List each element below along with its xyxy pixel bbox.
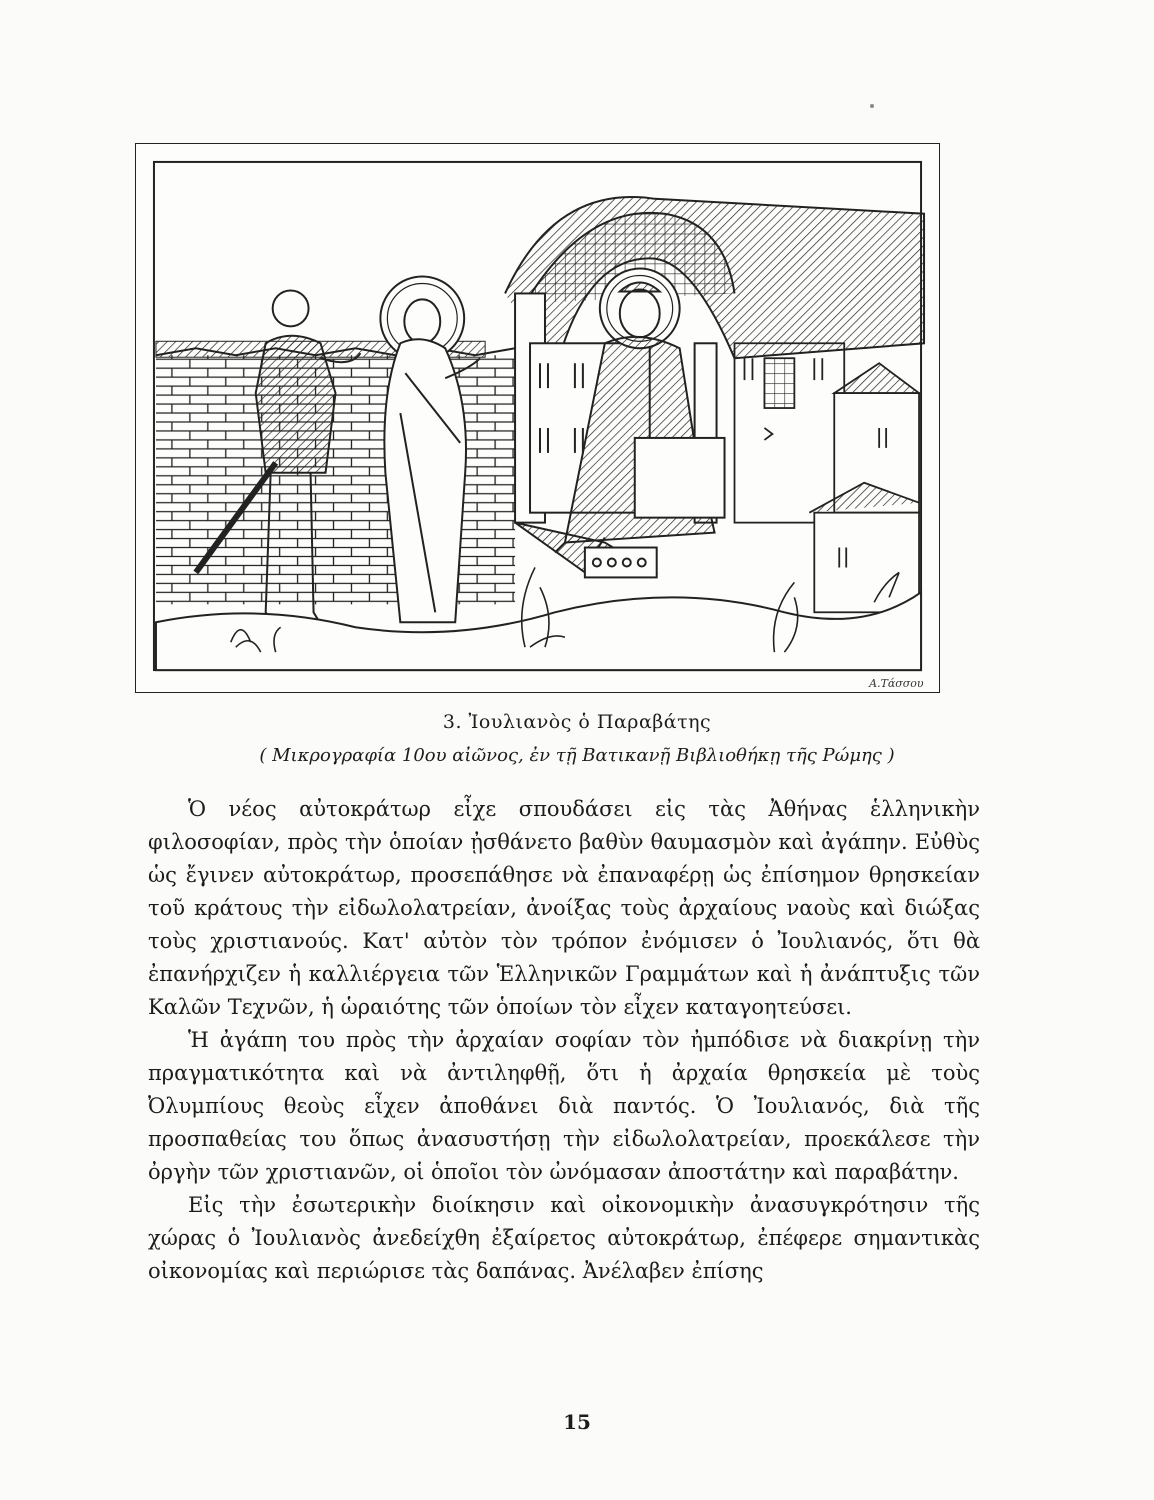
paragraph-3: Εἰς τὴν ἐσωτερικὴν διοίκησιν καὶ οἰκονομικὴν ἀνασυγκρότησιν τῆς χώρας ὁ Ἰουλιανὸς ἀνεδείχθη ἐξαίρετος αὐτοκράτωρ, ἐπέφερε σημαντικὰς οἰκονομίας καὶ περιώρισε τὰς δαπάνας. Ἀνέλαβεν ἐπίσης	[148, 1193, 980, 1283]
paragraph-1: Ὁ νέος αὐτοκράτωρ εἶχε σπουδάσει εἰς τὰς Ἀθήνας ἑλληνικὴν φιλοσοφίαν, πρὸς τὴν ὁποίαν ᾐσθάνετο βαθὺν θαυμασμὸν καὶ ἀγάπην. Εὐθὺς ὡς ἔγινεν αὐτοκράτωρ, προσεπάθησε νὰ ἐπαναφέρῃ ὡς ἐπίσημον θρησκείαν τοῦ κράτους τὴν εἰδωλολατρείαν, ἀνοίξας τοὺς ἀρχαίους ναοὺς καὶ διώξας τοὺς χριστιανούς. Κατ' αὐτὸν τὸν τρόπον ἐνόμισεν ὁ Ἰουλιανός, ὅτι θὰ ἐπανήρχιζεν ἡ καλλιέργεια τῶν Ἑλληνικῶν Γραμμάτων καὶ ἡ ἀνάπτυξις τῶν Καλῶν Τεχνῶν, ἡ ὡραιότης τῶν ὁποίων τὸν εἶχεν καταγοητεύσει.	[148, 797, 980, 1019]
buildings	[735, 343, 920, 612]
figure-caption-source: ( Μικρογραφία 10ου αἰῶνος, ἐν τῇ Βατικανῇ Βιβλιοθήκῃ τῆς Ρώμης )	[259, 745, 895, 766]
artist-signature: Α.Τάσσου	[869, 677, 924, 691]
body-text	[148, 793, 980, 1288]
illustration-drawing	[136, 144, 939, 692]
miniature-illustration	[135, 143, 940, 693]
print-speck	[870, 104, 874, 108]
page-number: 15	[563, 1410, 591, 1434]
paragraph-2: Ἡ ἀγάπη του πρὸς τὴν ἀρχαίαν σοφίαν τὸν ἠμπόδισε νὰ διακρίνῃ τὴν πραγματικότητα καὶ νὰ ἀντιληφθῇ, ὅτι ἡ ἀρχαία θρησκεία μὲ τοὺς Ὀλυμπίους θεοὺς εἶχεν ἀποθάνει διὰ παντός. Ὁ Ἰουλιανός, διὰ τῆς προσπαθείας του ὅπως ἀνασυστήσῃ τὴν εἰδωλολατρείαν, προεκάλεσε τὴν ὀργὴν τῶν χριστιανῶν, οἱ ὁποῖοι τὸν ὠνόμασαν ἀποστάτην καὶ παραβάτην.	[148, 1028, 980, 1184]
figure-caption-title: 3. Ἰουλιανὸς ὁ Παραβάτης	[442, 711, 712, 733]
